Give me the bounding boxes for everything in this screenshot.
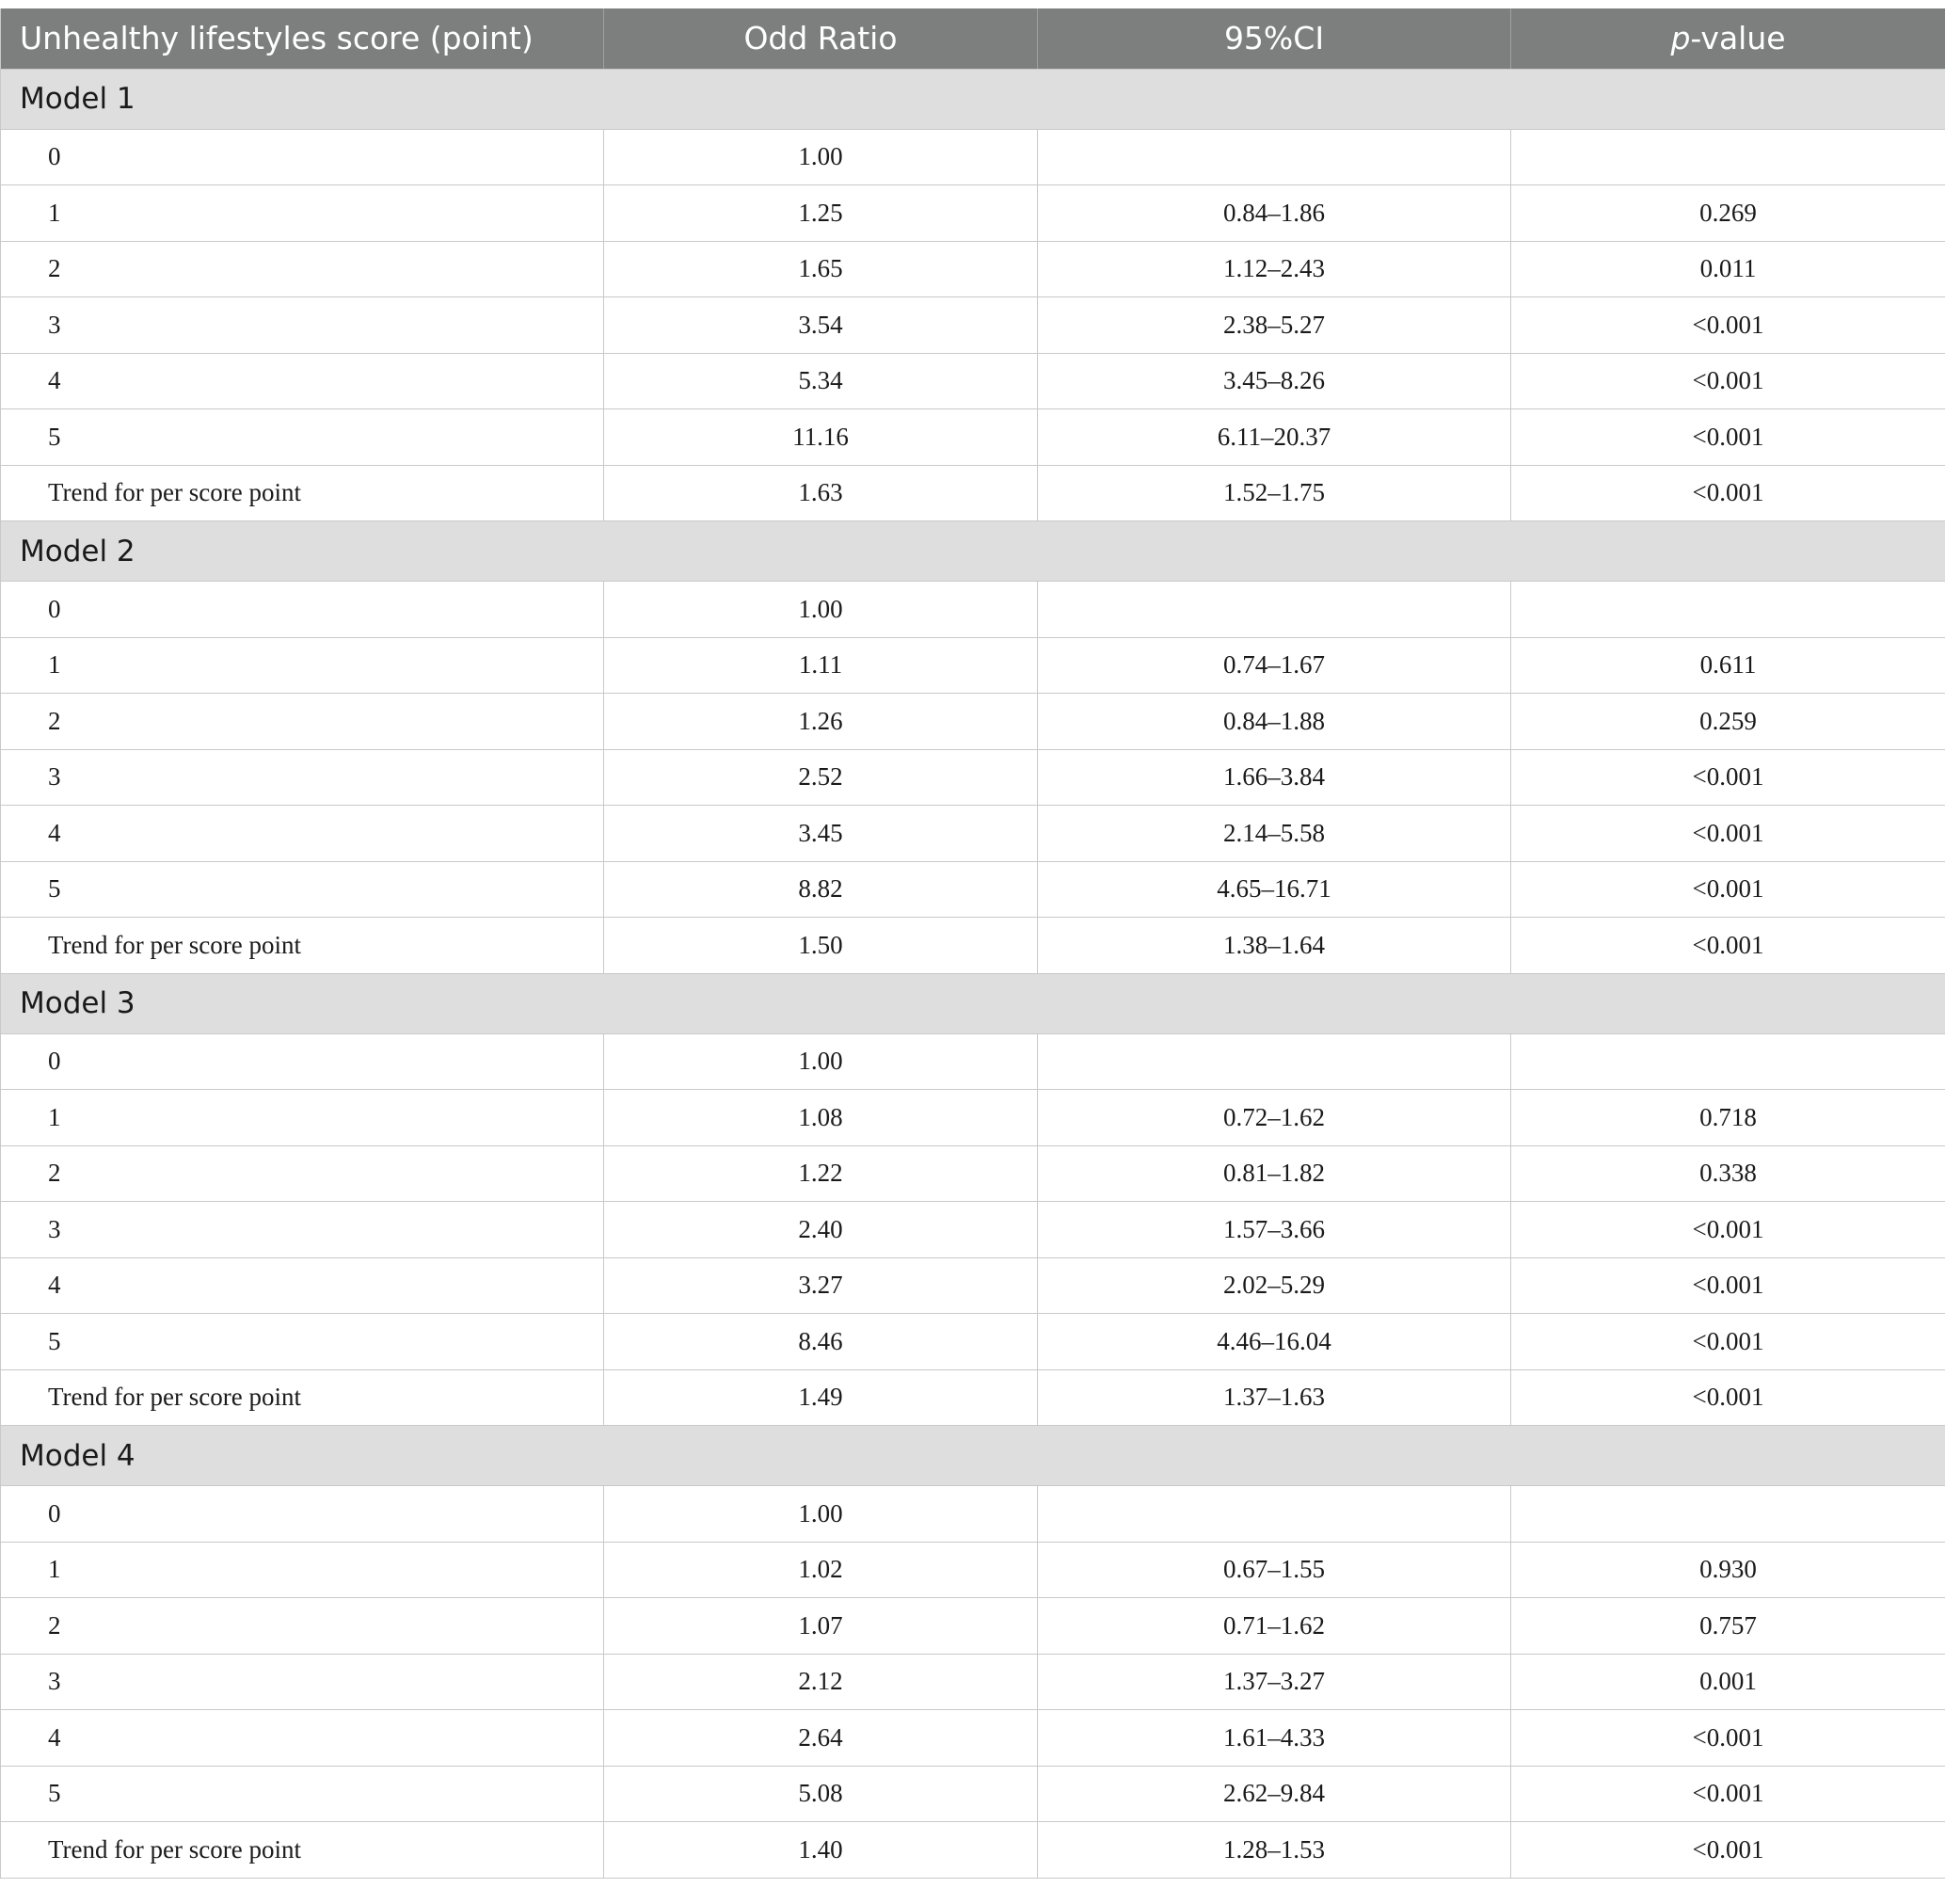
score-cell: 1: [1, 1542, 604, 1598]
score-cell: 3: [1, 1654, 604, 1710]
odds-ratio-cell: 5.08: [604, 1766, 1038, 1822]
odds-ratio-cell: 1.40: [604, 1822, 1038, 1879]
model-label: Model 1: [1, 69, 1945, 129]
odds-ratio-cell: 3.27: [604, 1257, 1038, 1314]
odds-ratio-cell: 1.50: [604, 918, 1038, 974]
p-value-cell: 0.011: [1511, 241, 1945, 297]
table-row: [1, 297, 1945, 354]
score-cell: 1: [1, 637, 604, 694]
p-value-cell: 0.338: [1511, 1145, 1945, 1202]
ci-cell: 1.52–1.75: [1038, 465, 1511, 521]
score-cell: 2: [1, 241, 604, 297]
table-row: [1, 1369, 1945, 1426]
table-row: [1, 1202, 1945, 1258]
odds-ratio-table: [0, 8, 1945, 1879]
odds-ratio-cell: 3.54: [604, 297, 1038, 354]
score-cell: 2: [1, 1598, 604, 1655]
ci-cell: 4.46–16.04: [1038, 1314, 1511, 1370]
odds-ratio-cell: 2.40: [604, 1202, 1038, 1258]
p-value-cell: <0.001: [1511, 1202, 1945, 1258]
header-p-value: [1511, 8, 1945, 69]
odds-ratio-cell: 1.02: [604, 1542, 1038, 1598]
model-label: Model 4: [1, 1426, 1945, 1486]
ci-cell: 2.38–5.27: [1038, 297, 1511, 354]
p-value-cell: <0.001: [1511, 806, 1945, 862]
odds-ratio-cell: 5.34: [604, 353, 1038, 409]
odds-ratio-cell: 1.11: [604, 637, 1038, 694]
odds-ratio-cell: 2.52: [604, 749, 1038, 806]
p-value-cell: <0.001: [1511, 861, 1945, 918]
p-value-cell: [1511, 1486, 1945, 1543]
score-cell: 5: [1, 861, 604, 918]
ci-cell: 1.12–2.43: [1038, 241, 1511, 297]
odds-ratio-cell: 1.00: [604, 1033, 1038, 1090]
ci-cell: 2.14–5.58: [1038, 806, 1511, 862]
odds-ratio-cell: 11.16: [604, 409, 1038, 466]
odds-ratio-cell: 1.00: [604, 582, 1038, 638]
odds-ratio-cell: 3.45: [604, 806, 1038, 862]
ci-cell: 2.62–9.84: [1038, 1766, 1511, 1822]
p-value-cell: <0.001: [1511, 1766, 1945, 1822]
table-row: [1, 1710, 1945, 1767]
ci-cell: 2.02–5.29: [1038, 1257, 1511, 1314]
ci-cell: 3.45–8.26: [1038, 353, 1511, 409]
header-ci: 95%CI: [1038, 8, 1511, 69]
p-value-cell: <0.001: [1511, 1314, 1945, 1370]
odds-ratio-cell: 1.07: [604, 1598, 1038, 1655]
table-row: [1, 1822, 1945, 1879]
table-row: [1, 409, 1945, 466]
table-row: [1, 1257, 1945, 1314]
ci-cell: 0.81–1.82: [1038, 1145, 1511, 1202]
score-cell: 4: [1, 1257, 604, 1314]
odds-ratio-cell: 2.64: [604, 1710, 1038, 1767]
p-value-cell: <0.001: [1511, 1369, 1945, 1426]
ci-cell: 1.28–1.53: [1038, 1822, 1511, 1879]
table-row: [1, 1090, 1945, 1146]
table-row: [1, 1542, 1945, 1598]
odds-ratio-cell: 1.08: [604, 1090, 1038, 1146]
ci-cell: 0.84–1.88: [1038, 694, 1511, 750]
table-row: [1, 185, 1945, 242]
table-row: [1, 465, 1945, 521]
model-row: [1, 1426, 1945, 1486]
p-value-cell: <0.001: [1511, 353, 1945, 409]
score-cell: 4: [1, 1710, 604, 1767]
model-label: Model 2: [1, 521, 1945, 582]
ci-cell: [1038, 1486, 1511, 1543]
header-row: [1, 8, 1945, 69]
p-value-cell: [1511, 129, 1945, 185]
score-cell: 0: [1, 582, 604, 638]
score-cell: 3: [1, 297, 604, 354]
header-p-suffix: -value: [1690, 20, 1785, 56]
ci-cell: [1038, 582, 1511, 638]
p-value-cell: <0.001: [1511, 297, 1945, 354]
ci-cell: 1.37–1.63: [1038, 1369, 1511, 1426]
score-cell: 1: [1, 1090, 604, 1146]
p-value-cell: 0.611: [1511, 637, 1945, 694]
table-row: [1, 861, 1945, 918]
odds-ratio-cell: 1.63: [604, 465, 1038, 521]
table-row: [1, 1598, 1945, 1655]
odds-ratio-cell: 1.25: [604, 185, 1038, 242]
model-row: [1, 69, 1945, 129]
ci-cell: 6.11–20.37: [1038, 409, 1511, 466]
table-row: [1, 582, 1945, 638]
odds-ratio-cell: 8.46: [604, 1314, 1038, 1370]
table-row: [1, 241, 1945, 297]
table-row: [1, 1654, 1945, 1710]
score-cell: 5: [1, 1766, 604, 1822]
score-cell: 2: [1, 1145, 604, 1202]
header-p-italic: p: [1670, 20, 1690, 56]
score-cell: 4: [1, 353, 604, 409]
ci-cell: 0.74–1.67: [1038, 637, 1511, 694]
header-odds-ratio: Odd Ratio: [604, 8, 1038, 69]
table-body: [1, 69, 1945, 1878]
p-value-cell: <0.001: [1511, 1822, 1945, 1879]
ci-cell: 0.72–1.62: [1038, 1090, 1511, 1146]
table-row: [1, 918, 1945, 974]
table-row: [1, 637, 1945, 694]
p-value-cell: <0.001: [1511, 1710, 1945, 1767]
score-cell: 0: [1, 129, 604, 185]
odds-ratio-cell: 1.49: [604, 1369, 1038, 1426]
table-row: [1, 129, 1945, 185]
p-value-cell: 0.930: [1511, 1542, 1945, 1598]
score-cell: Trend for per score point: [1, 1369, 604, 1426]
table-row: [1, 1486, 1945, 1543]
p-value-cell: [1511, 582, 1945, 638]
score-cell: Trend for per score point: [1, 465, 604, 521]
p-value-cell: [1511, 1033, 1945, 1090]
p-value-cell: 0.757: [1511, 1598, 1945, 1655]
ci-cell: [1038, 129, 1511, 185]
model-row: [1, 521, 1945, 582]
header-score: Unhealthy lifestyles score (point): [1, 8, 604, 69]
score-cell: 3: [1, 1202, 604, 1258]
odds-ratio-cell: 1.00: [604, 129, 1038, 185]
table-row: [1, 1314, 1945, 1370]
ci-cell: 1.66–3.84: [1038, 749, 1511, 806]
score-cell: 1: [1, 185, 604, 242]
table-row: [1, 1145, 1945, 1202]
odds-ratio-cell: 1.26: [604, 694, 1038, 750]
odds-ratio-cell: 1.65: [604, 241, 1038, 297]
ci-cell: 0.71–1.62: [1038, 1598, 1511, 1655]
score-cell: 2: [1, 694, 604, 750]
p-value-cell: 0.718: [1511, 1090, 1945, 1146]
ci-cell: 0.67–1.55: [1038, 1542, 1511, 1598]
p-value-cell: <0.001: [1511, 409, 1945, 466]
p-value-cell: 0.259: [1511, 694, 1945, 750]
p-value-cell: <0.001: [1511, 749, 1945, 806]
score-cell: 0: [1, 1033, 604, 1090]
score-cell: Trend for per score point: [1, 1822, 604, 1879]
score-cell: Trend for per score point: [1, 918, 604, 974]
p-value-cell: <0.001: [1511, 1257, 1945, 1314]
p-value-cell: 0.269: [1511, 185, 1945, 242]
model-label: Model 3: [1, 973, 1945, 1033]
odds-ratio-cell: 1.22: [604, 1145, 1038, 1202]
odds-ratio-cell: 8.82: [604, 861, 1038, 918]
score-cell: 5: [1, 1314, 604, 1370]
table-row: [1, 1766, 1945, 1822]
p-value-cell: 0.001: [1511, 1654, 1945, 1710]
ci-cell: 1.38–1.64: [1038, 918, 1511, 974]
ci-cell: [1038, 1033, 1511, 1090]
odds-ratio-cell: 1.00: [604, 1486, 1038, 1543]
score-cell: 3: [1, 749, 604, 806]
score-cell: 0: [1, 1486, 604, 1543]
table-header: [1, 8, 1945, 69]
table-row: [1, 806, 1945, 862]
score-cell: 5: [1, 409, 604, 466]
table-row: [1, 353, 1945, 409]
p-value-cell: <0.001: [1511, 918, 1945, 974]
score-cell: 4: [1, 806, 604, 862]
table-row: [1, 1033, 1945, 1090]
ci-cell: 1.61–4.33: [1038, 1710, 1511, 1767]
model-row: [1, 973, 1945, 1033]
ci-cell: 0.84–1.86: [1038, 185, 1511, 242]
ci-cell: 1.57–3.66: [1038, 1202, 1511, 1258]
p-value-cell: <0.001: [1511, 465, 1945, 521]
ci-cell: 1.37–3.27: [1038, 1654, 1511, 1710]
odds-ratio-cell: 2.12: [604, 1654, 1038, 1710]
table-row: [1, 694, 1945, 750]
ci-cell: 4.65–16.71: [1038, 861, 1511, 918]
table-row: [1, 749, 1945, 806]
